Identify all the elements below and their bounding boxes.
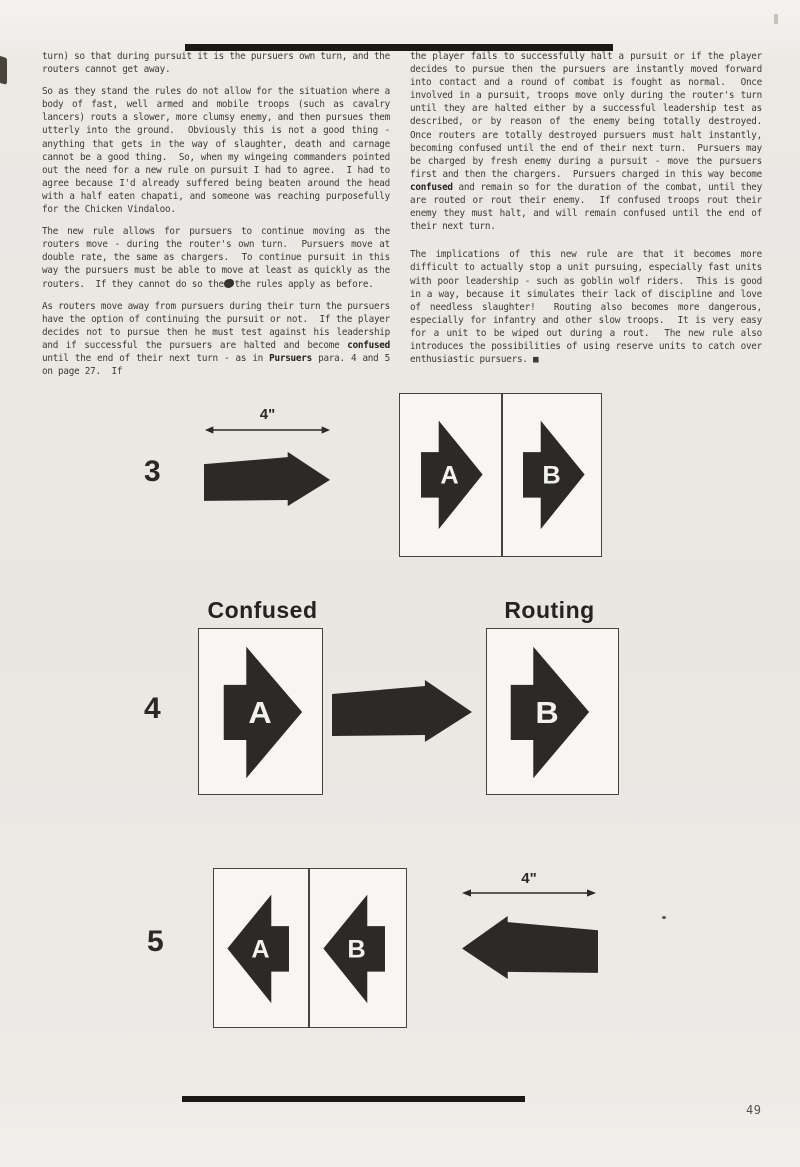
bold-term: confused	[410, 181, 453, 193]
diagram-5-number: 5	[147, 925, 164, 958]
paragraph	[42, 300, 396, 379]
unit-label-a: A	[440, 461, 459, 490]
unit-label-b: B	[542, 461, 561, 490]
body-text: and remain so for the duration of the combat, until they are routed or rout their enemy. If confused troops rout their enemy they must halt, and will remain confused until the end of their next turn.	[410, 181, 768, 233]
distance-label: 4"	[521, 870, 537, 887]
paragraph	[42, 50, 396, 76]
body-text: So as they stand the rules do not allow for the situation where a body of fast, well armed and mobile troops (such as cavalry lancers) routs a slower, more clumsy enemy, and then pursues them utterly into the ground. Obviously this is not a good thing - anything that gets in the way of slaughter, death and carnage cannot be a good thing. So, when my wingeing commanders pointed out the need for a new rule on pursuit I had to agree. I had to agree because I'd already suffered being beaten around the head with a half eaten chapati, and someone was reaching purposefully for the Chicken Vindaloo.	[42, 86, 396, 216]
body-text: turn) so that during pursuit it is the pursuers own turn, and the routers cannot get away.	[42, 51, 396, 76]
text-column-left	[42, 50, 396, 387]
confused-unit-box	[198, 628, 323, 795]
movement-arrow-left-icon	[461, 915, 598, 980]
box-divider	[501, 394, 503, 556]
unit-arrow-a-icon	[411, 404, 488, 545]
body-text: until the end of their next turn - as in	[42, 339, 396, 364]
paragraph	[410, 248, 768, 366]
routing-unit-box	[486, 628, 619, 795]
body-text: The new rule allows for pursuers to continue moving as the routers move - during the router's own turn. Pursuers move at double rate, the same as chargers. To continue pursuit in this way the pursuers must be able to move at least as quickly as the routers. If they cannot do so then the rules apply as before.	[42, 226, 396, 290]
body-text: para. 4 and 5 on page 27. If	[42, 352, 396, 378]
paragraph	[42, 225, 396, 290]
unit-arrow-b-icon	[498, 642, 596, 782]
movement-arrow-icon	[204, 451, 331, 507]
paragraph	[410, 50, 773, 233]
unit-label-b: B	[347, 935, 366, 964]
unit-arrow-b-icon	[318, 878, 395, 1019]
body-text: the player fails to successfully halt a pursuit or if the player decides to pursue then the pursuers are instantly moved forward into contact and a round of combat is fought as normal. Once involved in a pursuit, troops move only during the router's turn until they are halted either by a successful leadership test as described, or by reason of the enemy being totally destroyed. Once routers are totally destroyed pursuers must halt instantly, becoming confused until the end of their next turn. Pursuers may be charged by fresh enemy during a pursuit - move the pursuers first and then the chargers. Pursuers charged in this way become	[410, 51, 773, 180]
scan-artifact	[774, 14, 778, 24]
movement-arrow-icon	[332, 679, 473, 743]
unit-label-a: A	[251, 935, 270, 964]
unit-arrow-a-icon	[211, 642, 309, 782]
scan-artifact	[0, 56, 7, 85]
distance-label: 4"	[259, 406, 276, 423]
unit-label-b: B	[535, 694, 559, 731]
body-text: As routers move away from pursuers during their turn the pursuers have the option of continuing the pursuit or not. If the player decides not to pursue then he must test against his leadership and if successful the pursuers are halted and become	[42, 300, 396, 351]
page-number: 49	[746, 1103, 762, 1117]
caption-confused: Confused	[207, 597, 318, 623]
unit-box	[399, 393, 602, 557]
scan-artifact	[662, 916, 666, 919]
bold-term: confused	[347, 339, 390, 351]
bottom-rule	[182, 1096, 525, 1102]
caption-routing: Routing	[504, 597, 595, 623]
measure-arrow-icon	[204, 424, 331, 436]
unit-arrow-b-icon	[513, 404, 590, 545]
body-text: The implications of this new rule are that it becomes more difficult to actually stop a unit pursuing, especially fast units with poor leadership - such as goblin wolf riders. This is good in a way, because it simulates their lack of discipline and love of needless slaughter! Routing also becomes more dangerous, especially for infantry and other slow troops. It is very easy for a unit to be wiped out during a rout. The new rule also introduces the possibilities of using reserve units to catch over enthusiastic pursuers. ■	[410, 249, 768, 366]
unit-arrow-a-icon	[222, 878, 299, 1019]
measure-arrow-icon	[461, 887, 597, 899]
paragraph	[42, 85, 396, 216]
box-divider	[308, 869, 310, 1027]
diagram-3-number: 3	[144, 455, 161, 488]
bold-term: Pursuers	[269, 352, 312, 364]
unit-label-a: A	[248, 694, 272, 731]
diagram-4-number: 4	[144, 692, 161, 725]
unit-box	[213, 868, 407, 1028]
text-column-right	[410, 50, 773, 375]
